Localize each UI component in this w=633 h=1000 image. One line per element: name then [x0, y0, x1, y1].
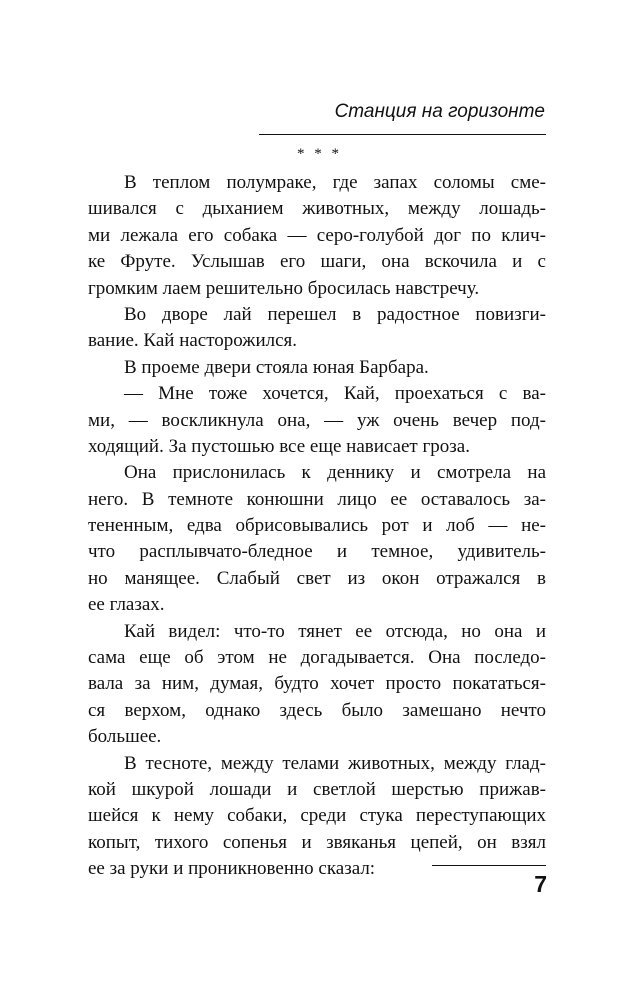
paragraph-line: тененным, едва обрисовывались рот и лоб — не- — [88, 515, 546, 537]
paragraph-line: большее. — [88, 726, 162, 748]
paragraph-line: В проеме двери стояла юная Барбара. — [124, 356, 429, 378]
paragraph-line: кой шкурой лошади и светлой шерстью прижав- — [88, 778, 546, 800]
header-rule — [259, 134, 546, 135]
paragraph-line: ке Фруте. Услышав его шаги, она вскочила и с — [88, 251, 546, 273]
paragraph-line: шивался с дыханием животных, между лошадь- — [88, 198, 546, 220]
paragraph-line: Во дворе лай перешел в радостное повизги- — [124, 303, 546, 325]
paragraph-line: него. В темноте конюшни лицо ее оставалось за- — [88, 488, 546, 510]
body-text — [88, 170, 546, 883]
paragraph-line: В теплом полумраке, где запах соломы сме- — [124, 172, 546, 193]
paragraph-line: ее за руки и проникновенно сказал: — [88, 858, 376, 880]
paragraph-line: вание. Кай насторожился. — [88, 330, 298, 352]
paragraph-line: ми лежала его собака — серо-голубой дог по клич- — [88, 224, 546, 246]
paragraph-line: шейся к нему собаки, среди стука переступающих — [88, 805, 546, 827]
page-number: 7 — [534, 871, 547, 897]
paragraph-line: ходящий. За пустошью все еще нависает гроза. — [88, 435, 470, 457]
paragraph-line: вала за ним, думая, будто хочет просто покататься- — [88, 673, 546, 695]
paragraph-line: но манящее. Слабый свет из окон отражался в — [88, 567, 546, 589]
section-break: * * * — [297, 146, 342, 162]
paragraph-line: копыт, тихого сопенья и звяканья цепей, он взял — [88, 831, 546, 853]
paragraph-line: Она прислонилась к деннику и смотрела на — [124, 462, 546, 484]
paragraph-line: — Мне тоже хочется, Кай, проехаться с ва- — [124, 383, 546, 405]
paragraph-line: ее глазах. — [88, 594, 165, 616]
paragraph-line: В тесноте, между телами животных, между глад- — [124, 752, 546, 774]
paragraph-line: ся верхом, однако здесь было замешано нечто — [88, 699, 546, 721]
paragraph-line: громким лаем решительно бросилась навстречу. — [88, 277, 480, 299]
footer-rule — [432, 865, 546, 866]
paragraph-line: ми, — воскликнула она, — уж очень вечер под- — [88, 409, 546, 431]
paragraph-line: Кай видел: что-то тянет ее отсюда, но она и — [124, 620, 546, 642]
running-title: Станция на горизонте — [334, 101, 545, 122]
paragraph-line: что расплывчато-бледное и темное, удивитель- — [88, 541, 546, 563]
paragraph-line: сама еще об этом не догадывается. Она последо- — [88, 647, 546, 669]
